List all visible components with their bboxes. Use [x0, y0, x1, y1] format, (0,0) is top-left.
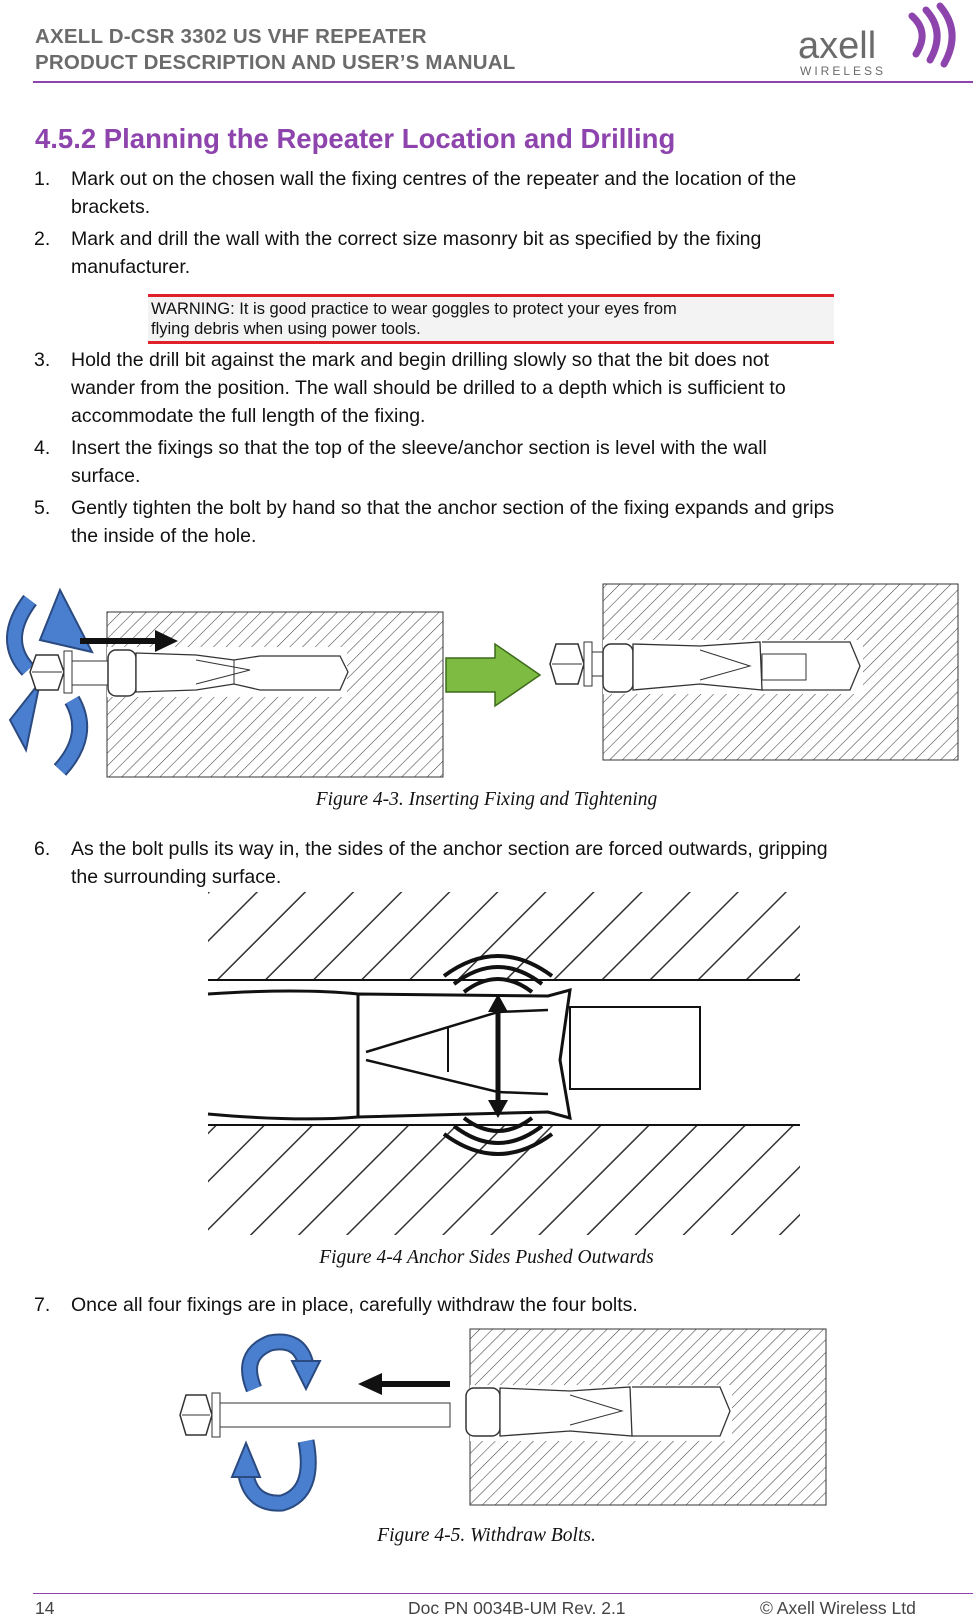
- section-title: 4.5.2 Planning the Repeater Location and Drilling: [35, 123, 676, 154]
- doc-number: Doc PN 0034B-UM Rev. 2.1: [408, 1598, 626, 1618]
- header-rule: [33, 81, 973, 83]
- figure-caption: Figure 4-5. Withdraw Bolts.: [377, 1525, 596, 1546]
- list-item: 5. Gently tighten the bolt by hand so that the anchor section of the fixing expands and grips the inside of the hole.: [34, 497, 835, 547]
- footer-rule: [33, 1593, 973, 1594]
- list-item: 1. Mark out on the chosen wall the fixing centres of the repeater and the location of the brackets.: [34, 168, 797, 218]
- next-step-arrow-icon: [446, 644, 540, 706]
- list-item: 3. Hold the drill bit against the mark and begin drilling slowly so that the bit does not wander from the position. The wall should be drilled to a depth which is sufficient to accommodate the full length of the fixing.: [34, 349, 786, 427]
- figure-caption: Figure 4-3. Inserting Fixing and Tightening: [315, 789, 658, 810]
- withdrawn-bolt: [180, 1393, 450, 1437]
- page-number: 14: [35, 1598, 55, 1618]
- logo-wordmark: axell: [798, 25, 877, 67]
- copyright: © Axell Wireless Ltd: [760, 1598, 916, 1618]
- document-header: [35, 24, 515, 76]
- header-subtitle: PRODUCT DESCRIPTION AND USER’S MANUAL: [35, 51, 516, 74]
- list-item: 2. Mark and drill the wall with the correct size masonry bit as specified by the fixing manufacturer.: [34, 228, 762, 278]
- figure-caption: Figure 4-4 Anchor Sides Pushed Outwards: [319, 1247, 654, 1268]
- list-item: 6. As the bolt pulls its way in, the sides of the anchor section are forced outwards, gripping the surrounding surface.: [34, 838, 828, 888]
- figure-inserting-fixing: [0, 580, 973, 795]
- figure-withdraw-bolts: [0, 1325, 973, 1530]
- warning-line-2: flying debris when using power tools.: [151, 320, 421, 338]
- warning-box: [148, 294, 834, 344]
- figure-anchor-expanded: [208, 892, 800, 1235]
- fixing-bolt: [30, 650, 348, 696]
- list-item: 7. Once all four fixings are in place, carefully withdraw the four bolts.: [34, 1294, 638, 1316]
- logo-subtext: WIRELESS: [800, 64, 887, 78]
- list-item: 4. Insert the fixings so that the top of the sleeve/anchor section is level with the wall surface.: [34, 437, 767, 487]
- warning-line-1: WARNING: It is good practice to wear goggles to protect your eyes from: [151, 300, 677, 318]
- axell-logo: [798, 4, 970, 82]
- withdraw-arrow-icon: [358, 1373, 450, 1395]
- header-title: AXELL D-CSR 3302 US VHF REPEATER: [35, 25, 427, 48]
